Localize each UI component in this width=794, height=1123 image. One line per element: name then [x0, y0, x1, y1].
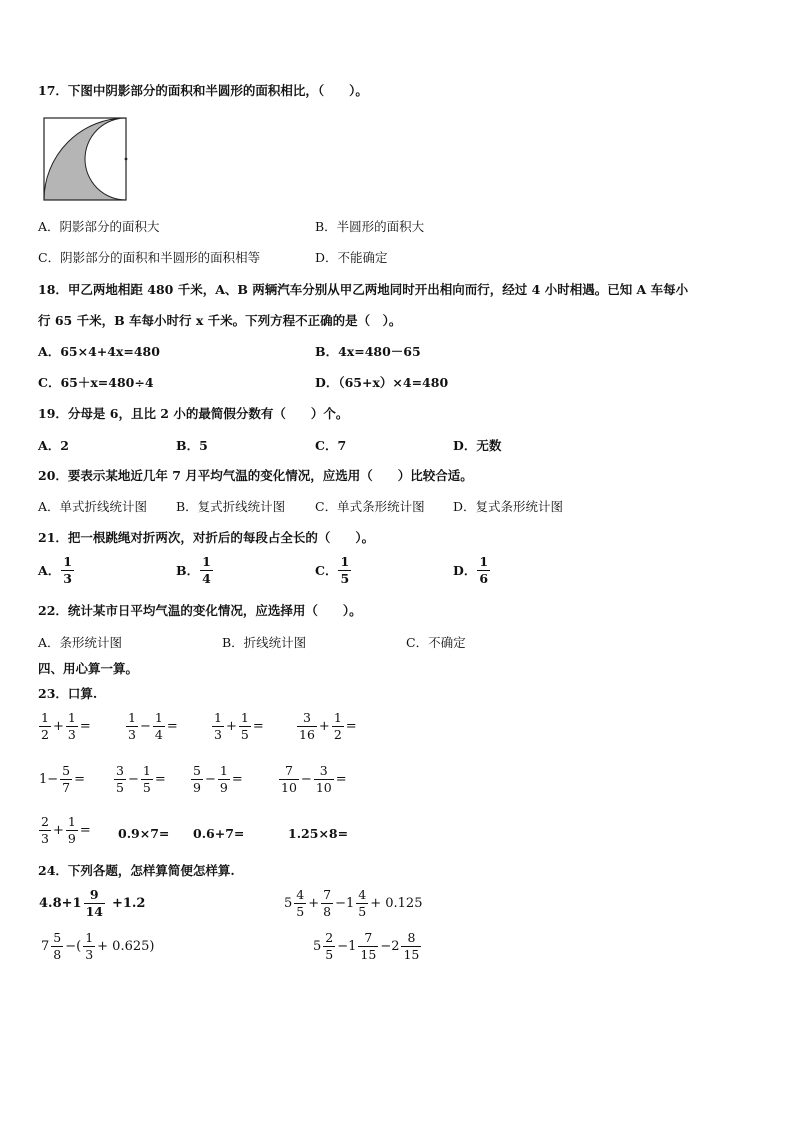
calc-item: $\frac{3}{5}$ − $\frac{1}{5}$ =: [116, 763, 166, 795]
shaded-semicircle-figure: [42, 116, 132, 202]
calc-item: 1.25×8=: [288, 826, 349, 841]
q20-option-b[interactable]: B．复式折线统计图: [176, 499, 286, 514]
option-label: C．: [315, 562, 338, 578]
q17-option-a[interactable]: A．阴影部分的面积大: [38, 219, 160, 234]
q20-stem: 20．要表示某地近几年 7 月平均气温的变化情况，应选用（ ）比较合适。: [38, 468, 473, 483]
q19-stem: 19．分母是 6，且比 2 小的最简假分数有（ ）个。: [38, 406, 349, 421]
q17-option-b[interactable]: B．半圆形的面积大: [315, 219, 425, 234]
calc-item: $\frac{1}{3}$ − $\frac{1}{4}$ =: [128, 710, 178, 742]
q23-stem: 23．口算.: [38, 686, 98, 701]
calc-item: $\frac{3}{16}$ + $\frac{1}{2}$ =: [299, 710, 357, 742]
q24-stem: 24．下列各题，怎样算简便怎样算.: [38, 863, 235, 878]
q19-option-c[interactable]: C．7: [315, 438, 347, 453]
q22-option-a[interactable]: A．条形统计图: [38, 635, 123, 650]
q19-option-d[interactable]: D．无数: [453, 438, 502, 453]
simplify-expression: 5 $\frac{2}{5}$ −1 $\frac{7}{15}$ −2 $\frac{8}{15}$: [313, 930, 420, 962]
q17-stem: 17．下图中阴影部分的面积和半圆形的面积相比，（ ）。: [38, 83, 368, 98]
simplify-expression: 4.8+1 $\frac{9}{14}$ +1.2: [39, 887, 146, 919]
option-label: A．: [38, 562, 61, 578]
simplify-expression: 5 $\frac{4}{5}$ + $\frac{7}{8}$ −1 $\frac{4}{5}$ + 0.125: [284, 887, 423, 919]
calc-item: $\frac{5}{9}$ − $\frac{1}{9}$ =: [193, 763, 243, 795]
fraction: $\frac{1}{3}$: [63, 554, 72, 586]
q17-option-c[interactable]: C．阴影部分的面积和半圆形的面积相等: [38, 250, 261, 265]
fraction: $\frac{1}{4}$: [202, 554, 211, 586]
calc-item: 0.9×7=: [118, 826, 170, 841]
option-label: D．: [453, 562, 477, 578]
calc-item: $\frac{1}{2}$ + $\frac{1}{3}$ =: [41, 710, 91, 742]
q18-option-a[interactable]: A．65×4+4x=480: [38, 344, 160, 359]
option-label: B．: [176, 562, 200, 578]
q17-option-d[interactable]: D．不能确定: [315, 250, 388, 265]
q18-option-c[interactable]: C．65＋x=480÷4: [38, 375, 154, 390]
q19-option-a[interactable]: A．2: [38, 438, 69, 453]
q18-stem-line2: 行 65 千米，B 车每小时行 x 千米。下列方程不正确的是（ ）。: [38, 313, 402, 328]
calc-item: $\frac{7}{10}$ − $\frac{3}{10}$ =: [281, 763, 347, 795]
q18-option-d[interactable]: D．（65+x）×4=480: [315, 375, 449, 390]
simplify-expression: 7 $\frac{5}{8}$ −( $\frac{1}{3}$ + 0.625): [41, 930, 155, 962]
q18-option-b[interactable]: B．4x=480－65: [315, 344, 421, 359]
q22-option-b[interactable]: B．折线统计图: [222, 635, 307, 650]
q20-option-c[interactable]: C．单式条形统计图: [315, 499, 425, 514]
calc-item: $\frac{1}{3}$ + $\frac{1}{5}$ =: [214, 710, 264, 742]
section-heading: 四、用心算一算。: [38, 661, 139, 676]
q21-option-b[interactable]: [176, 555, 214, 586]
q21-stem: 21．把一根跳绳对折两次，对折后的每段占全长的（ ）。: [38, 530, 375, 545]
calc-item: 0.6+7=: [193, 826, 245, 841]
q22-option-c[interactable]: C．不确定: [406, 635, 466, 650]
fraction: $\frac{1}{6}$: [479, 554, 489, 586]
q19-option-b[interactable]: B．5: [176, 438, 208, 453]
q18-stem-line1: 18．甲乙两地相距 480 千米，A、B 两辆汽车分别从甲乙两地同时开出相向而行，经过 4 小时相遇。已知 A 车每小: [38, 282, 689, 297]
calc-item: $\frac{2}{3}$ + $\frac{1}{9}$ =: [41, 814, 91, 846]
q21-option-d[interactable]: [453, 555, 491, 586]
q21-option-a[interactable]: [38, 555, 75, 586]
q20-option-d[interactable]: D．复式条形统计图: [453, 499, 564, 514]
q20-option-a[interactable]: A．单式折线统计图: [38, 499, 148, 514]
q21-option-c[interactable]: [315, 555, 352, 586]
fraction: $\frac{1}{5}$: [340, 554, 350, 586]
q22-stem: 22．统计某市日平均气温的变化情况，应选择用（ ）。: [38, 603, 362, 618]
calc-item: 1− $\frac{5}{7}$ =: [39, 763, 86, 795]
